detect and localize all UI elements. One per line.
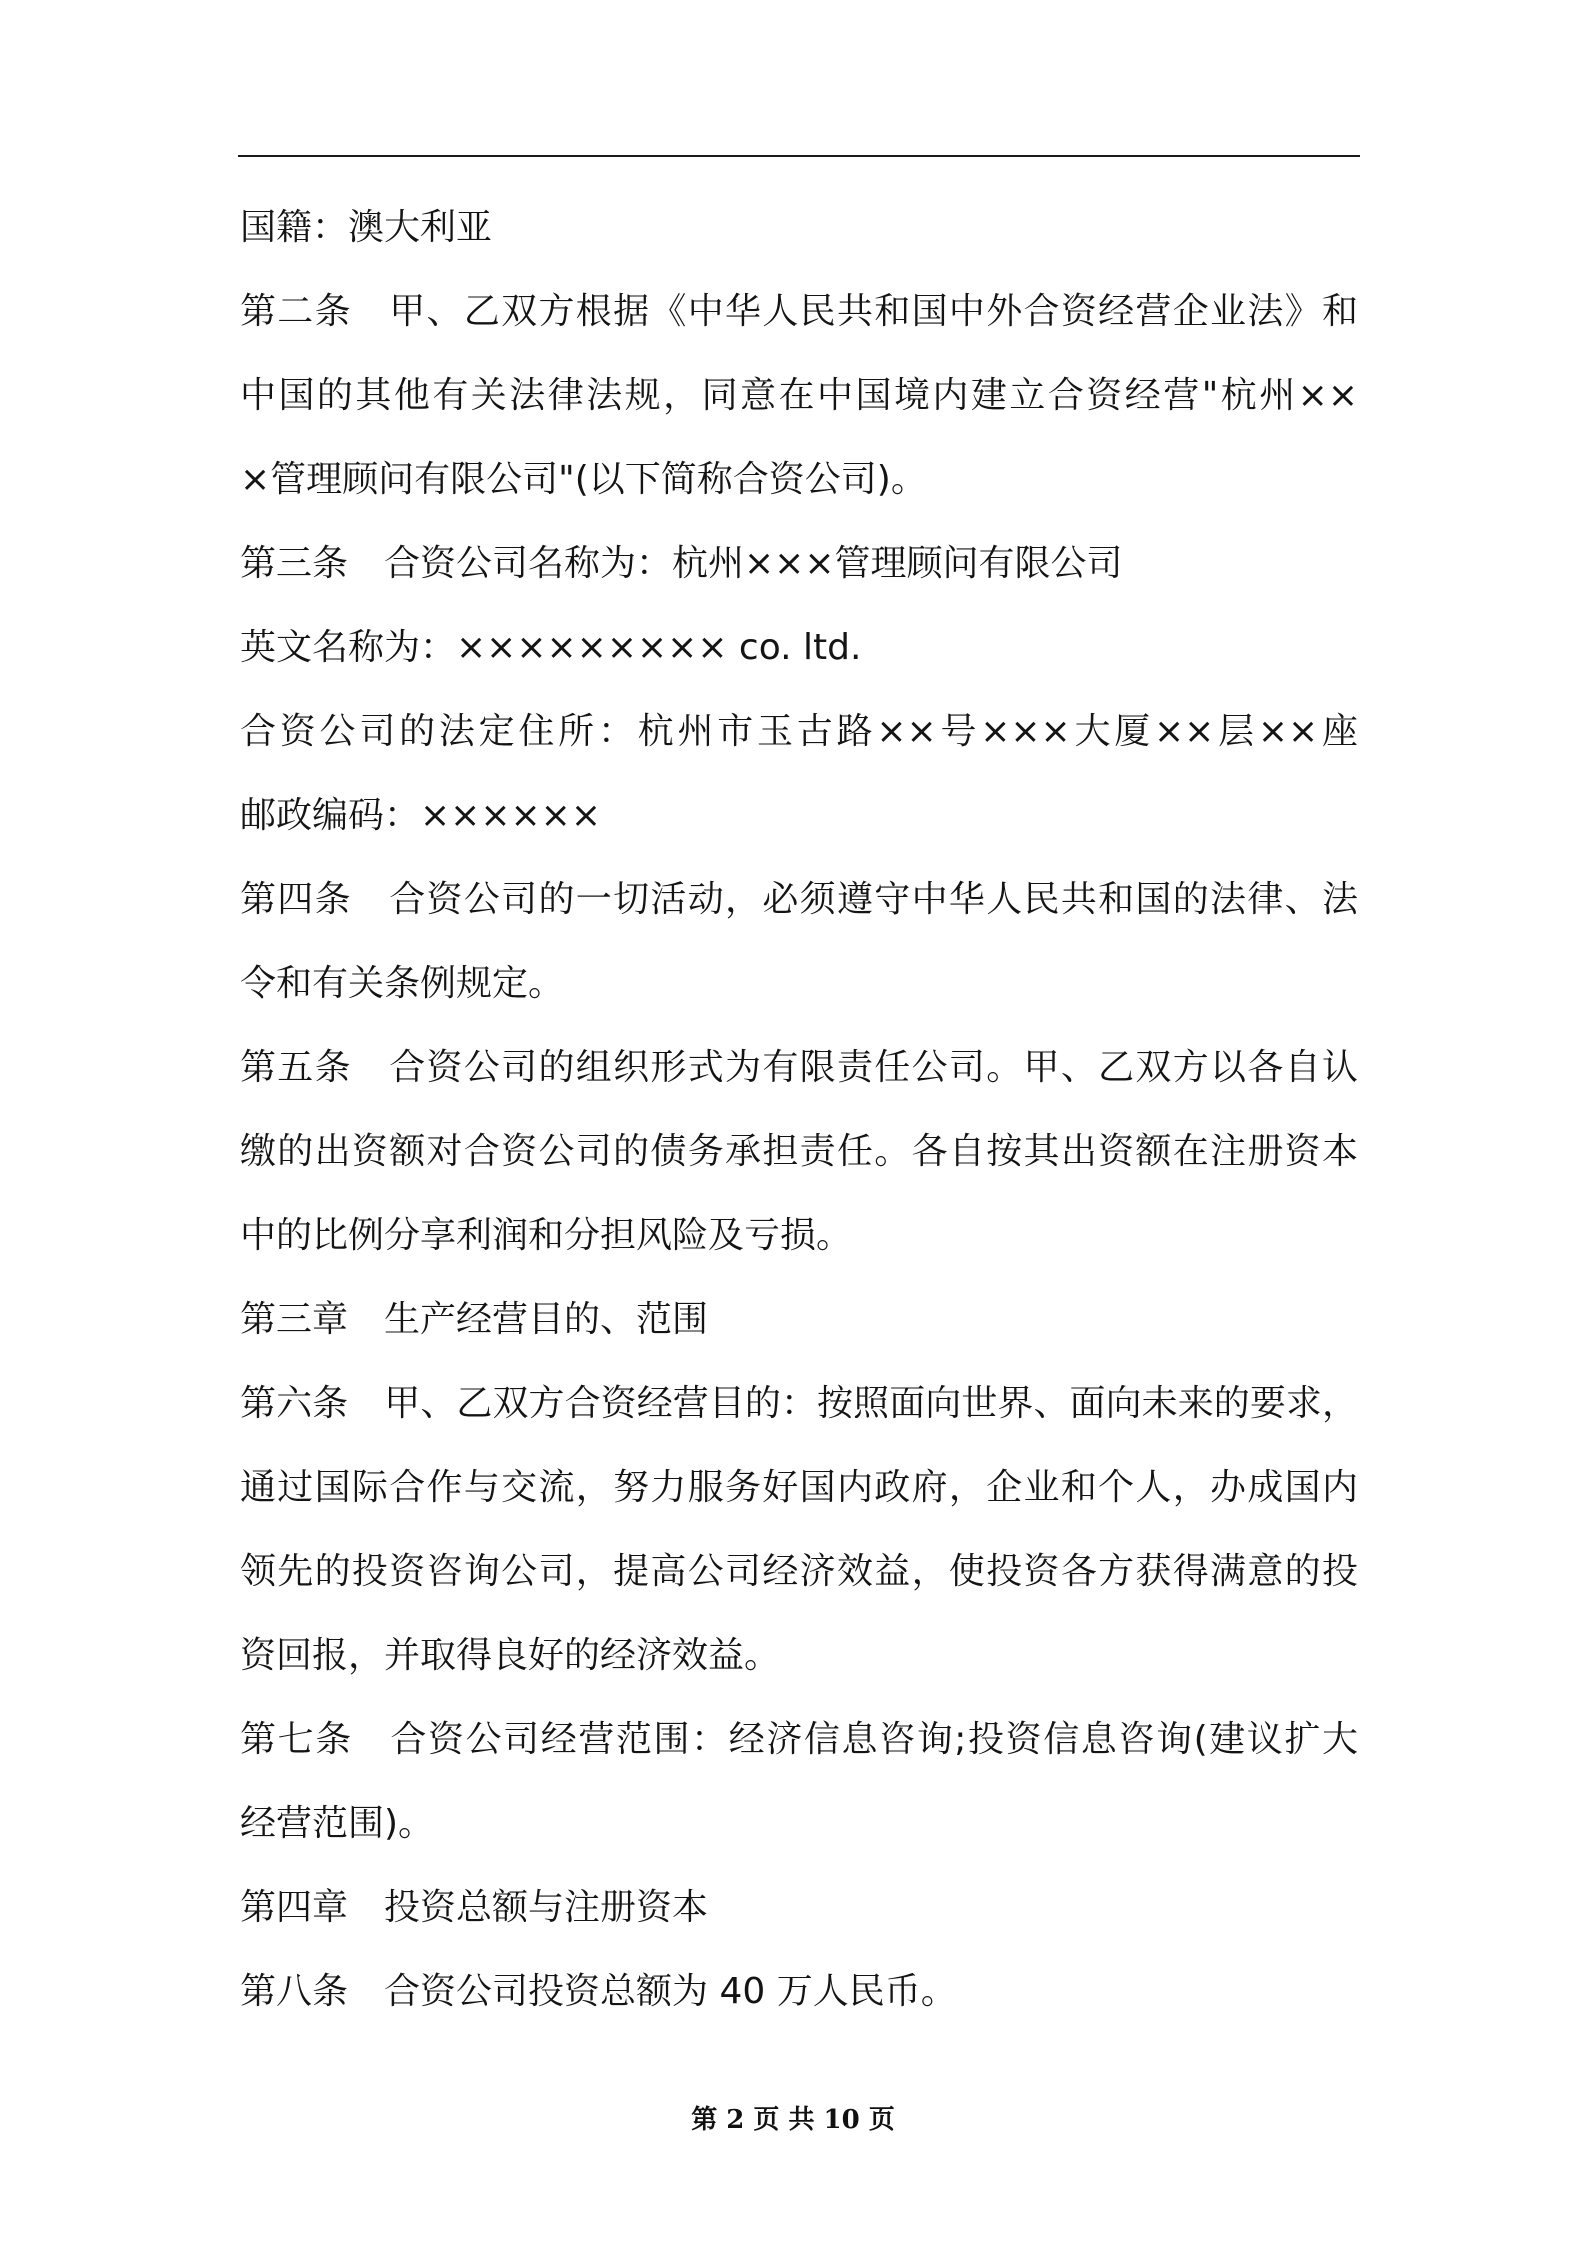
- article-6-line-2: 通过国际合作与交流，努力服务好国内政府，企业和个人，办成国内: [240, 1467, 1358, 1508]
- article-6-line-4: 资回报，并取得良好的经济效益。: [240, 1635, 781, 1676]
- article-2-line-3: ×管理顾问有限公司"(以下简称合资公司)。: [240, 459, 927, 500]
- article-7-line-1: 第七条 合资公司经营范围：经济信息咨询;投资信息咨询(建议扩大: [240, 1719, 1358, 1760]
- article-4-line-1: 第四条 合资公司的一切活动，必须遵守中华人民共和国的法律、法: [240, 879, 1358, 920]
- postal-code-line: 邮政编码：××××××: [240, 795, 601, 836]
- article-4-line-2: 令和有关条例规定。: [240, 963, 565, 1004]
- article-3-line-1: 第三条 合资公司名称为：杭州×××管理顾问有限公司: [240, 543, 1123, 584]
- chapter-3-heading: 第三章 生产经营目的、范围: [240, 1299, 709, 1340]
- article-2-line-2: 中国的其他有关法律法规，同意在中国境内建立合资经营"杭州××: [240, 375, 1358, 416]
- article-5-line-2: 缴的出资额对合资公司的债务承担责任。各自按其出资额在注册资本: [240, 1131, 1358, 1172]
- english-name-line: 英文名称为：××××××××× co. ltd.: [240, 627, 862, 668]
- article-8-line-1: 第八条 合资公司投资总额为 40 万人民币。: [240, 1971, 957, 2012]
- article-5-line-1: 第五条 合资公司的组织形式为有限责任公司。甲、乙双方以各自认: [240, 1047, 1358, 1088]
- article-2-line-1: 第二条 甲、乙双方根据《中华人民共和国中外合资经营企业法》和: [240, 291, 1358, 332]
- legal-address-line: 合资公司的法定住所：杭州市玉古路××号×××大厦××层××座: [240, 711, 1358, 752]
- article-7-line-2: 经营范围)。: [240, 1803, 435, 1844]
- chapter-4-heading: 第四章 投资总额与注册资本: [240, 1887, 709, 1928]
- header-rule: [238, 155, 1360, 157]
- document-body: [240, 186, 1358, 2034]
- article-5-line-3: 中的比例分享利润和分担风险及亏损。: [240, 1215, 853, 1256]
- nationality-line: 国籍：澳大利亚: [240, 207, 493, 248]
- page-number: 第 2 页 共 10 页: [691, 2105, 895, 2135]
- article-6-line-3: 领先的投资咨询公司，提高公司经济效益，使投资各方获得满意的投: [240, 1551, 1358, 1592]
- article-6-line-1: 第六条 甲、乙双方合资经营目的：按照面向世界、面向未来的要求，: [240, 1383, 1358, 1424]
